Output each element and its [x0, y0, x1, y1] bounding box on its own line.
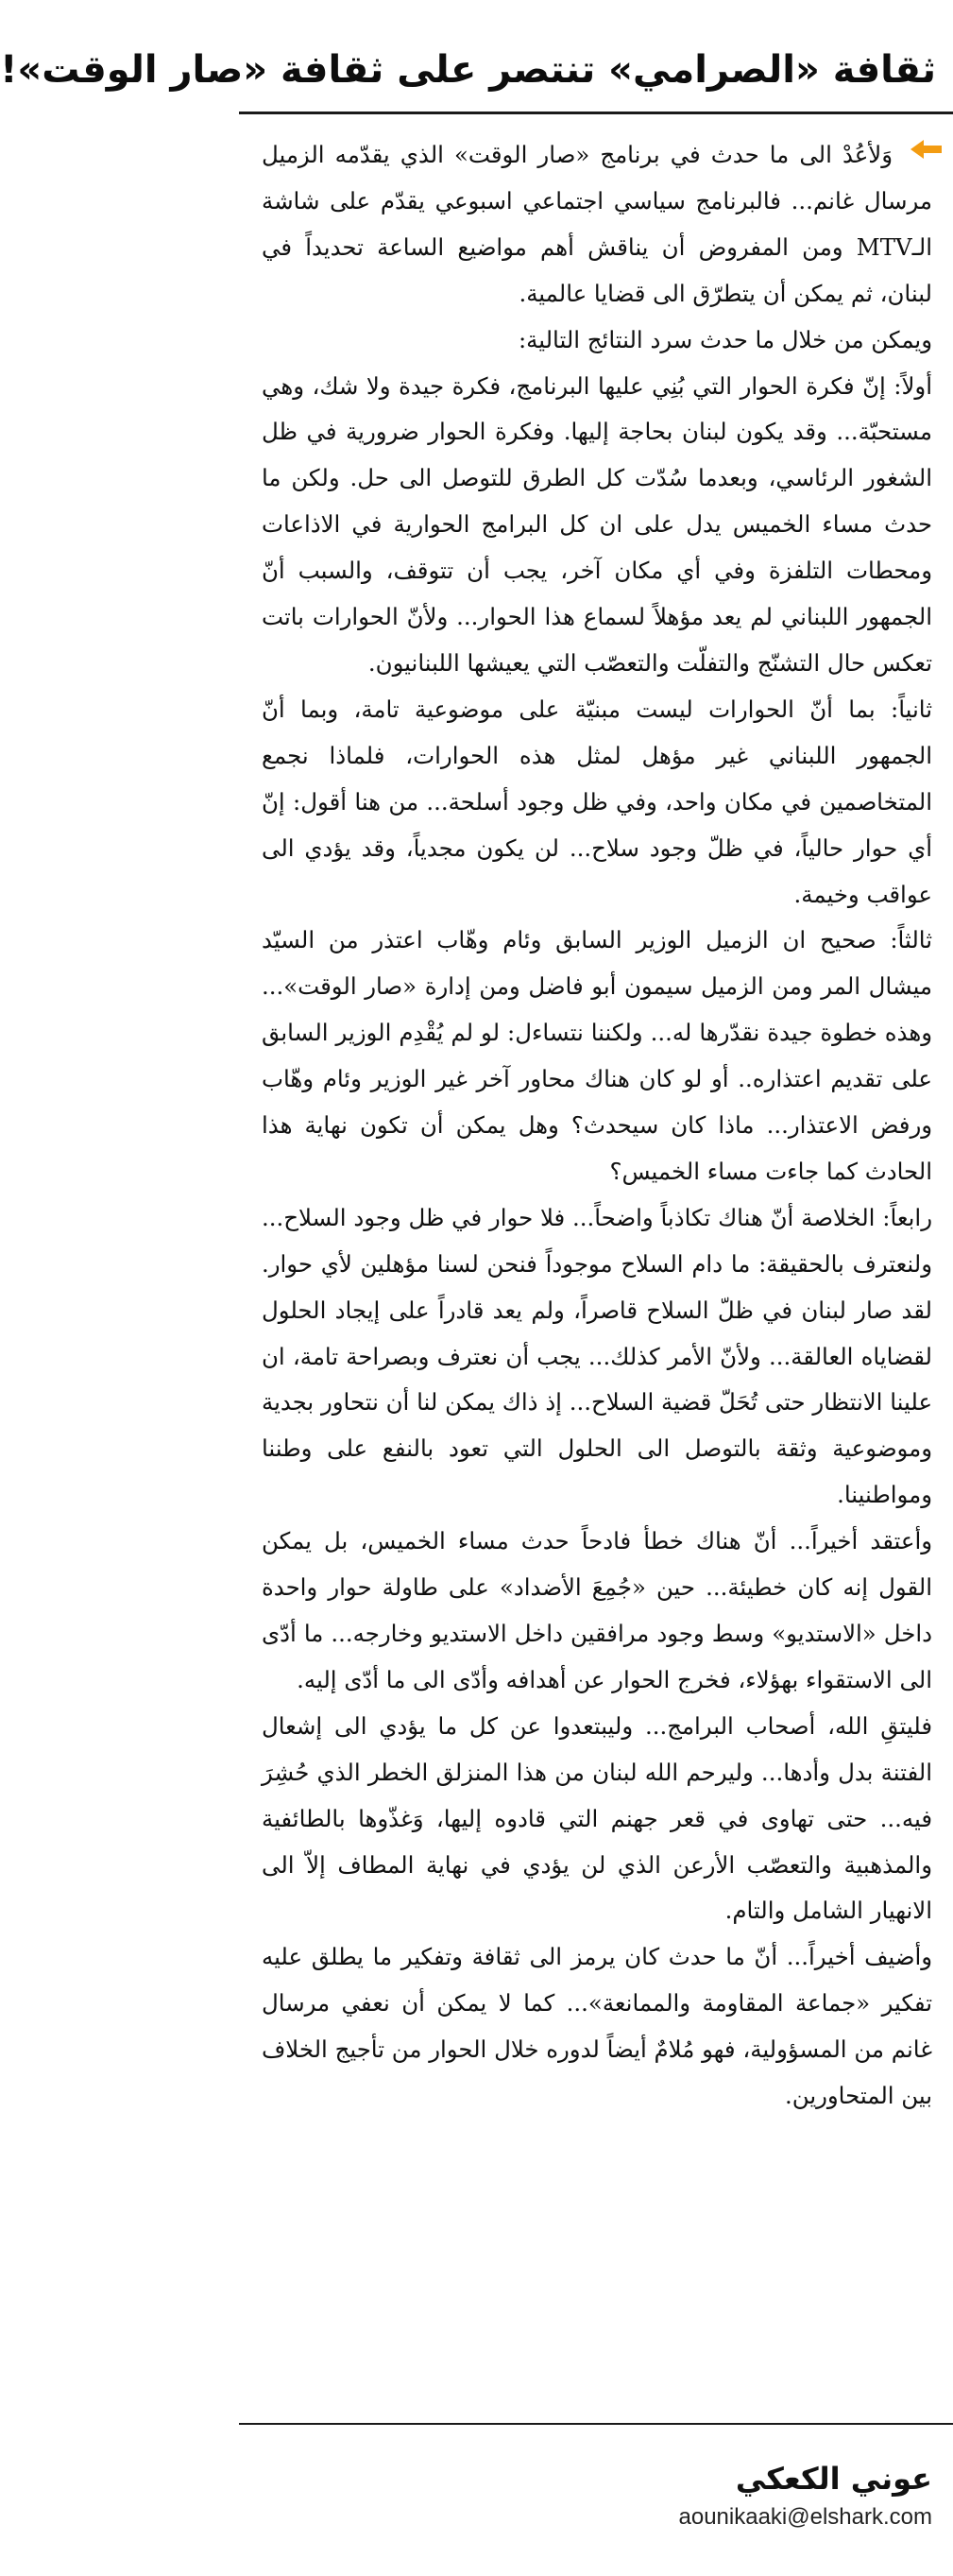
- article-headline: ثقافة «الصرامي» تنتصر على ثقافة «صار الوقت»!: [0, 48, 936, 92]
- author-signature: [260, 2457, 932, 2534]
- article-body: [239, 123, 953, 2425]
- paragraph-second: ثانياً: بما أنّ الحوارات ليست مبنيّة على موضوعية تامة، وبما أنّ الجمهور اللبناني غير مؤهل لمثل هذه الحوارات، فلماذا نجمع المتخاصمين في مكان واحد، وفي ظل وجود أسلحة... من هنا أقول: إنّ أي حوار حالياً، في ظلّ وجود سلاح... لن يكون مجدياً، وقد يؤدي الى عواقب وخيمة.: [262, 695, 932, 908]
- paragraph-intro: وَلأعُدْ الى ما حدث في برنامج «صار الوقت» الذي يقدّمه الزميل مرسال غانم... فالبرنامج سياسي اجتماعي اسبوعي يقدّم على شاشة الـMTV ومن المفروض أن يناقش أهم مواضيع الساعة تحديداً في لبنان، ثم يمكن أن يتطرّق الى قضايا عالمية.: [262, 141, 932, 307]
- paragraph-first: أولاً: إنّ فكرة الحوار التي بُنِي عليها البرنامج، فكرة جيدة ولا شك، وهي مستحبّة... وقد يكون لبنان بحاجة إليها. وفكرة الحوار ضرورية في ظل الشغور الرئاسي، وبعدما سُدّت كل الطرق للتوصل الى حل. ولكن ما حدث مساء الخميس يدل على ان كل البرامج الحوارية في الاذاعات ومحطات التلفزة وفي أي مكان آخر، يجب أن تتوقف، والسبب أنّ الجمهور اللبناني لم يعد مؤهلاً لسماع هذا الحوار... ولأنّ الحوارات باتت تعكس حال التشنّج والتفلّت والتعصّب التي يعيشها اللبنانيون.: [262, 371, 932, 677]
- author-name: عوني الكعكي: [735, 2461, 932, 2497]
- paragraph-third: ثالثاً: صحيح ان الزميل الوزير السابق وئام وهّاب اعتذر من السيّد ميشال المر ومن الزميل سيمون أبو فاضل ومن إدارة «صار الوقت»... وهذه خطوة جيدة نقدّرها له... ولكننا نتساءل: لو لم يُقْدِم الوزير السابق على تقديم اعتذاره.. أو لو كان هناك محاور آخر غير الوزير وئام وهّاب ورفض الاعتذار... ماذا كان سيحدث؟ وهل يمكن أن تكون نهاية هذا الحادث كما جاءت مساء الخميس؟: [262, 926, 932, 1185]
- author-email[interactable]: aounikaaki@elshark.com: [678, 2504, 932, 2530]
- paragraph-conclusion: وأضيف أخيراً... أنّ ما حدث كان يرمز الى ثقافة وتفكير ما يطلق عليه تفكير «جماعة المقاومة والممانعة»... كما لا يمكن أن نعفي مرسال غانم من المسؤولية، فهو مُلامٌ أيضاً لدوره خلال الحوار من تأجيج الخلاف بين المتحاورين.: [262, 1943, 932, 2110]
- paragraph-results-intro: ويمكن من خلال ما حدث سرد النتائج التالية:: [518, 325, 932, 353]
- paragraph-appeal: فليتقِ الله، أصحاب البرامج... وليبتعدوا عن كل ما يؤدي الى إشعال الفتنة بدل وأدها... وليرحم الله لبنان من هذا المنزلق الخطر الذي حُشِرَ فيه... حتى تهاوى في قعر جهنم التي قادوه إليها، وَغذّوها بالطائفية والمذهبية والتعصّب الأرعن الذي لن يؤدي في نهاية المطاف إلاّ الى الانهيار الشامل والتام.: [262, 1711, 932, 1925]
- headline-divider: [239, 112, 953, 114]
- article-text: [262, 132, 932, 2120]
- paragraph-fourth: رابعاً: الخلاصة أنّ هناك تكاذباً واضحاً... فلا حوار في ظل وجود السلاح... ولنعترف بالحقيقة: ما دام السلاح موجوداً فنحن لسنا مؤهلين لأي حوار. لقد صار لبنان في ظلّ السلاح قاصراً، ولم يعد قادراً على إيجاد الحلول لقضاياه العالقة... ولأنّ الأمر كذلك... يجب أن نعترف وبصراحة تامة، ان علينا الانتظار حتى تُحَلّ قضية السلاح... إذ ذاك يمكن لنا أن نتحاور بجدية وموضوعية وثقة بالتوصل الى الحلول التي تعود بالنفع على وطننا ومواطنينا.: [262, 1203, 932, 1509]
- paragraph-finally: وأعتقد أخيراً... أنّ هناك خطأ فادحاً حدث مساء الخميس، بل يمكن القول إنه كان خطيئة... حين «جُمِعَ الأضداد» على طاولة حوار واحدة داخل «الاستديو» وسط وجود مرافقين داخل الاستديو وخارجه... ما أدّى الى الاستقواء بهؤلاء، فخرج الحوار عن أهدافه وأدّى الى ما أدّى إليه.: [262, 1527, 932, 1693]
